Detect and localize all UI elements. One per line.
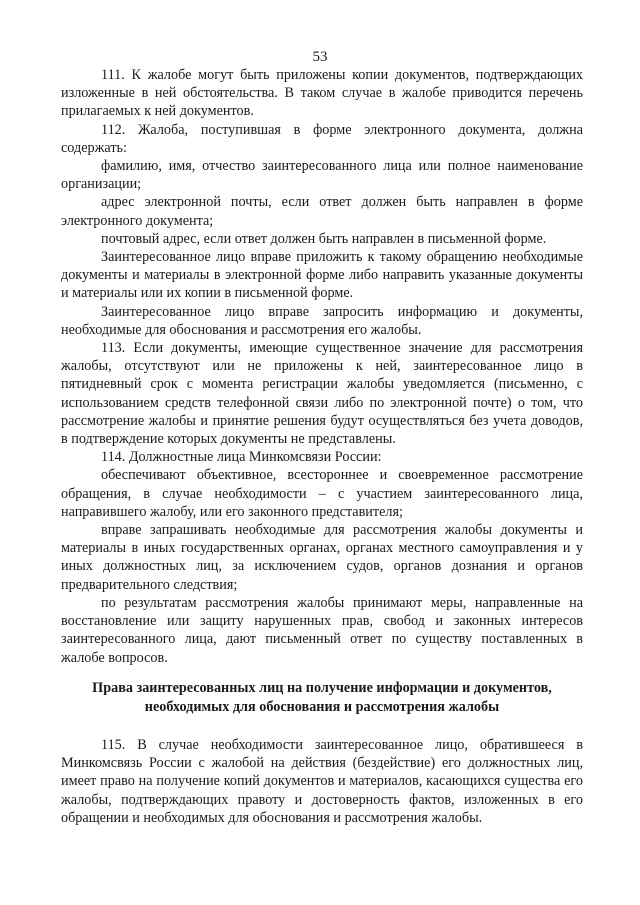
section-heading-line-2: необходимых для обоснования и рассмотрения жалобы [144, 699, 500, 715]
list-item-email: адрес электронной почты, если ответ должен быть направлен в форме электронного документа; [61, 194, 583, 229]
list-item-request-documents: вправе запрашивать необходимые для рассмотрения жалобы документы и материалы в иных государственных органах, органах местного самоуправления и у иных должностных лиц, за исключением судов, органов дознания и органов предварительного следствия; [61, 522, 583, 593]
paragraph-attach-documents: Заинтересованное лицо вправе приложить к такому обращению необходимые документы и материалы в электронной форме либо направить указанные документы и материалы или их копии в письменной форме. [61, 249, 583, 302]
section-heading [61, 679, 583, 717]
list-item-take-measures: по результатам рассмотрения жалобы принимают меры, направленные на восстановление или защиту нарушенных прав, свобод и законных интересов заинтересованного лица, дают письменный ответ по существу поставленных в жалобе вопросов. [61, 594, 583, 666]
paragraph-request-information: Заинтересованное лицо вправе запросить информацию и документы, необходимые для обоснования и рассмотрения его жалобы. [61, 303, 583, 338]
document-body [61, 66, 583, 667]
paragraph-113: 113. Если документы, имеющие существенное значение для рассмотрения жалобы, отсутствуют или не приложены к ней, заинтересованное лицо в пятидневный срок с момента регистрации жалобы уведомляется (письменно, с использованием средств телефонной связи либо по электронной почте) о том, что рассмотрение жалобы и принятие решения будут осуществляться без учета доводов, в подтверждение которых документы не представлены. [61, 340, 583, 448]
paragraph-112: 112. Жалоба, поступившая в форме электронного документа, должна содержать: [61, 121, 583, 156]
list-item-full-name: фамилию, имя, отчество заинтересованного лица или полное наименование организации; [61, 158, 583, 193]
list-item-postal-address: почтовый адрес, если ответ должен быть направлен в письменной форме. [101, 230, 547, 247]
section-body [61, 736, 583, 827]
paragraph-111: 111. К жалобе могут быть приложены копии документов, подтверждающих изложенные в ней обстоятельства. В таком случае в жалобе приводится перечень прилагаемых к ней документов. [61, 67, 583, 120]
section-heading-line-1: Права заинтересованных лиц на получение информации и документов, [92, 680, 552, 696]
rights-section [61, 679, 583, 827]
page-number: 53 [312, 49, 328, 65]
list-item-ensure-review: обеспечивают объективное, всестороннее и своевременное рассмотрение обращения, в случае необходимости – с участием заинтересованного лица, направившего жалобу, или его законного представителя; [61, 467, 583, 520]
paragraph-115: 115. В случае необходимости заинтересованное лицо, обратившееся в Минкомсвязь России с жалобой на действия (бездействие) его должностных лиц, имеет право на получение копий документов и материалов, касающихся существа его жалобы, подтверждающих правоту и достоверность фактов, изложенных в его обращении и необходимых для обоснования и рассмотрения жалобы. [61, 737, 583, 826]
paragraph-114: 114. Должностные лица Минкомсвязи России: [101, 449, 382, 466]
